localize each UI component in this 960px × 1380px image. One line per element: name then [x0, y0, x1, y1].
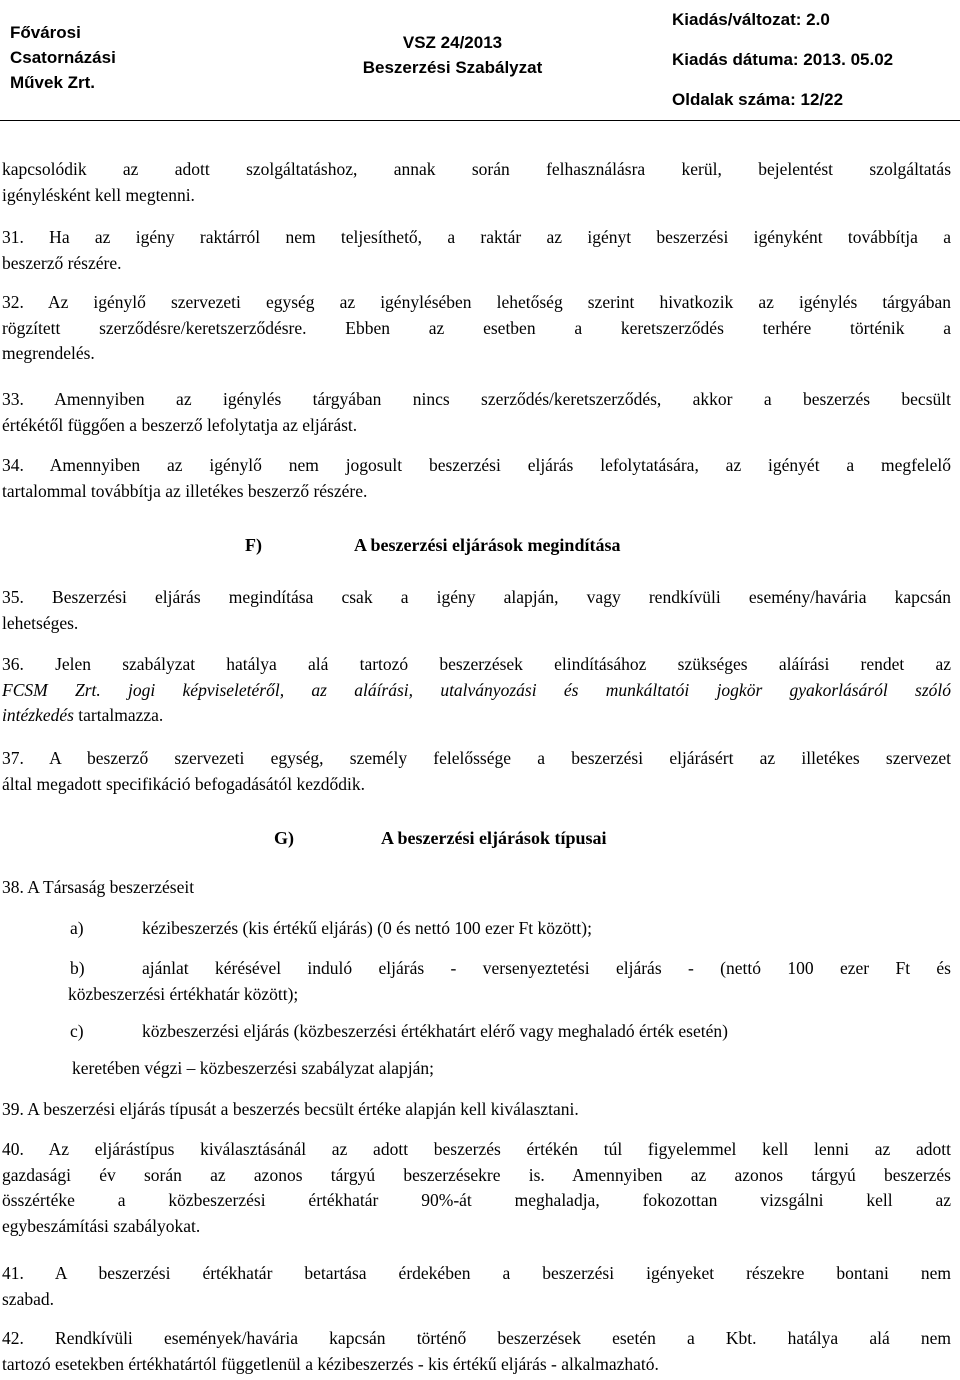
- text-line: szabad.: [2, 1288, 54, 1309]
- list-text: kézibeszerzés (kis értékű eljárás) (0 és nettó 100 ezer Ft között);: [142, 918, 592, 938]
- text-line: 37. A beszerző szervezeti egység, személy felelőssége a beszerzési eljárásért az illetékes szervezet: [2, 748, 951, 768]
- issue-date-label: Kiadás dátuma: 2013. 05.02: [672, 50, 894, 69]
- list-text: közbeszerzési értékhatár között);: [68, 984, 299, 1004]
- paragraph-30-continued: [2, 157, 951, 208]
- list-label: a): [70, 918, 84, 938]
- paragraph-37: [2, 746, 951, 797]
- section-g-title: A beszerzési eljárások típusai: [381, 828, 607, 848]
- text-line: 40. Az eljárástípus kiválasztásánál az adott beszerzés értékén túl figyelemmel kell lenni az adott: [2, 1139, 951, 1159]
- text-line: 35. Beszerzési eljárás megindítása csak a igény alapján, vagy rendkívüli esemény/havária kapcsán: [2, 587, 951, 607]
- text-line: 38. A Társaság beszerzéseit: [2, 877, 195, 897]
- italic-text: FCSM Zrt. jogi képviseletéről, az aláírási, utalványozási és munkáltatói jogkör gyakorlásáról szóló: [2, 679, 951, 700]
- text-line: tartozó esetekben értékhatártól függetlenül a kézibeszerzés - kis értékű eljárás - alkalmazható.: [2, 1353, 659, 1374]
- text-line: keretében végzi – közbeszerzési szabályzat alapján;: [72, 1058, 434, 1078]
- paragraph-33: [2, 387, 951, 438]
- list-text: közbeszerzési eljárás (közbeszerzési értékhatárt elérő vagy meghaladó érték esetén): [142, 1021, 728, 1041]
- paragraph-42: [2, 1326, 951, 1377]
- list-label: b): [70, 958, 85, 978]
- paragraph-39: [2, 1097, 951, 1123]
- text-line: értékétől függően a beszerző lefolytatja az eljárást.: [2, 414, 358, 435]
- text-line: gazdasági év során az azonos tárgyú beszerzésekre is. Amennyiben az azonos tárgyú beszerzés: [2, 1164, 951, 1185]
- text-line: 33. Amennyiben az igénylés tárgyában nincs szerződés/keretszerződés, akkor a beszerzés becsült: [2, 389, 951, 409]
- text-line: által megadott specifikáció befogadásától kezdődik.: [2, 773, 365, 794]
- section-f-letter: F): [245, 535, 262, 555]
- document-meta: [672, 0, 960, 120]
- text-line: 42. Rendkívüli események/havária kapcsán történő beszerzések esetén a Kbt. hatálya alá nem: [2, 1328, 951, 1348]
- text-line: 39. A beszerzési eljárás típusát a beszerzés becsült értéke alapján kell kiválasztani.: [2, 1099, 579, 1119]
- list-item-b: [70, 955, 951, 1007]
- section-f-title: A beszerzési eljárások megindítása: [354, 535, 621, 555]
- text-line: 36. Jelen szabályzat hatálya alá tartozó beszerzések elindításához szükséges aláírási rendet az: [2, 654, 951, 674]
- italic-text: intézkedés: [2, 705, 74, 725]
- text-line: 41. A beszerzési értékhatár betartása érdekében a beszerzési igényeket részekre bontani nem: [2, 1263, 951, 1283]
- paragraph-40: [2, 1137, 951, 1239]
- document-code: VSZ 24/2013: [402, 33, 503, 52]
- list-item-a: [70, 915, 951, 941]
- text-line: összértéke a közbeszerzési értékhatár 90%-át meghaladja, fokozottan vizsgálni kell az: [2, 1190, 951, 1210]
- paragraph-38: [2, 875, 951, 901]
- text-line: egybeszámítási szabályokat.: [2, 1215, 201, 1236]
- text-line: [2, 678, 951, 704]
- page-count-label: Oldalak száma: 12/22: [672, 90, 844, 109]
- text-line: 31. Ha az igény raktárról nem teljesíthető, a raktár az igényt beszerzési igényként továbbítja a: [2, 227, 951, 247]
- text-line: 32. Az igénylő szervezeti egység az igénylésében lehetőség szerint hivatkozik az igénylés tárgyában: [2, 292, 951, 312]
- text-line: megrendelés.: [2, 343, 95, 363]
- paragraph-31: [2, 225, 951, 276]
- text-line: tartalommal továbbítja az illetékes beszerző részére.: [2, 480, 368, 501]
- document-title-block: [240, 30, 665, 150]
- text-line: kapcsolódik az adott szolgáltatáshoz, annak során felhasználásra kerül, bejelentést szolgáltatás: [2, 159, 951, 179]
- text-line: 34. Amennyiben az igénylő nem jogosult beszerzési eljárás lefolytatására, az igényét a megfelelő: [2, 455, 951, 475]
- paragraph-41: [2, 1261, 951, 1312]
- paragraph-35: [2, 585, 951, 636]
- text-line: igénylésként kell megtenni.: [2, 184, 195, 205]
- paragraph-34: [2, 453, 951, 504]
- company-line-2: Csatornázási: [10, 48, 116, 67]
- list-text: ajánlat kérésével induló eljárás - versenyeztetési eljárás - (nettó 100 ezer Ft és: [142, 958, 951, 978]
- text-line: [2, 703, 951, 729]
- paragraph-32: [2, 290, 951, 367]
- list-item-c: [70, 1018, 951, 1044]
- text-line: [70, 955, 951, 981]
- text-span: tartalmazza.: [73, 705, 164, 725]
- document-header: [0, 0, 960, 121]
- text-line: lehetséges.: [2, 612, 79, 633]
- version-label: Kiadás/változat: 2.0: [672, 10, 830, 29]
- text-line: beszerző részére.: [2, 252, 122, 273]
- company-line-1: Fővárosi: [10, 23, 81, 42]
- company-line-3: Művek Zrt.: [10, 73, 96, 92]
- section-g-letter: G): [274, 828, 294, 848]
- list-label: c): [70, 1021, 84, 1041]
- text-line: rögzített szerződésre/keretszerződésre. Ebben az esetben a keretszerződés terhére történik a: [2, 317, 951, 338]
- paragraph-38-tail: [72, 1056, 952, 1082]
- paragraph-36: [2, 652, 951, 729]
- company-name: [0, 0, 180, 120]
- document-title: Beszerzési Szabályzat: [362, 58, 543, 77]
